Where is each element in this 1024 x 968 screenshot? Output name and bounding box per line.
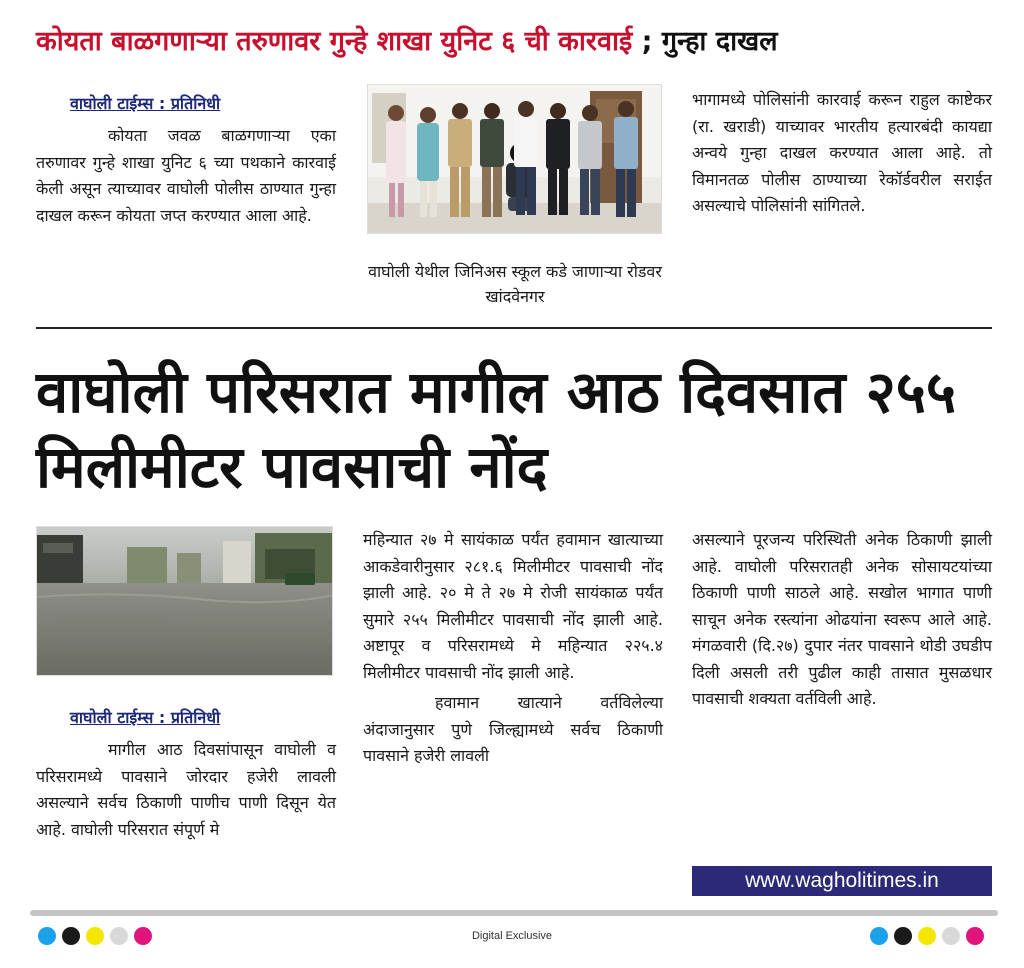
- story1-column-1: [36, 123, 336, 229]
- black-dot-icon: [62, 927, 80, 945]
- yellow-dot-icon: [86, 927, 104, 945]
- story2-column-3: [692, 527, 992, 713]
- registration-marks-right: [870, 927, 984, 947]
- story2-paragraph-4: असल्याने पूरजन्य परिस्थिती अनेक ठिकाणी झाली आहे. वाघोली परिसरातही अनेक सोसायटयांच्या ठिकाणी पाणी साठले आहे. सखोल भागात पाणी साचून अनेक रस्त्यांना ओढयांना स्वरूप आले आहे. मंगळवारी (दि.२७) दुपार नंतर पावसाने थोडी उघडीप दिली असली तरी पुढील काही तासात मुसळधार पावसाची शक्यता वर्तविली आहे.: [692, 530, 992, 708]
- story2-column-2: [363, 527, 663, 770]
- story1-column-2: वाघोली येथील जिनिअस स्कूल कडे जाणाऱ्या रोडवर खांदवेनगर: [368, 262, 662, 306]
- grey-dot-icon: [942, 927, 960, 945]
- story1-headline-main: कोयता बाळगणाऱ्या तरुणावर गुन्हे शाखा युनिट ६ ची कारवाई: [36, 26, 633, 57]
- flooded-road-illustration: [37, 527, 333, 676]
- section-divider: [36, 327, 992, 329]
- story1-byline: वाघोली टाईम्स : प्रतिनिधी: [70, 94, 221, 113]
- yellow-dot-icon: [918, 927, 936, 945]
- story1-paragraph-3: भागामध्ये पोलिसांनी कारवाई करून राहुल काष्टेकर (रा. खराडी) याच्यावर भारतीय हत्यारबंदी कायद्या अन्वये गुन्हा दाखल करण्यात आला आहे. तो विमानतळ पोलीस ठाण्याच्या रेकॉर्डवरील सराईत असल्याचे पोलिसांनी सांगितले.: [692, 90, 992, 215]
- story2-headline: वाघोली परिसरात मागील आठ दिवसात २५५ मिलीमीटर पावसाची नोंद: [36, 358, 957, 501]
- black-dot-icon: [894, 927, 912, 945]
- cyan-dot-icon: [38, 927, 56, 945]
- story2-paragraph-3: हवामान खात्याने वर्तविलेल्या अंदाजानुसार पुणे जिल्ह्यामध्ये सर्वच ठिकाणी पावसाने हजेरी लावली: [363, 693, 663, 765]
- arrest-photo-illustration: [368, 85, 662, 234]
- registration-marks-left: [38, 927, 152, 947]
- story2-byline: वाघोली टाईम्स : प्रतिनिधी: [70, 708, 221, 727]
- website-banner[interactable]: www.wagholitimes.in: [692, 866, 992, 896]
- story2-paragraph-2: महिन्यात २७ मे सायंकाळ पर्यंत हवामान खात्याच्या आकडेवारीनुसार २८१.६ मिलीमीटर पावसाची नोंद झाली आहे. २० मे ते २७ मे रोजी सायंकाळ पर्यंत सुमारे २५५ मिलीमीटर पावसाची नोंद झाली आहे. अष्टापूर व परिसरामध्ये मे महिन्यात २२५.४ मिलीमीटर पावसाची नोंद झाली आहे.: [363, 530, 663, 682]
- cyan-dot-icon: [870, 927, 888, 945]
- story1-paragraph-1: कोयता जवळ बाळगणाऱ्या एका तरुणावर गुन्हे शाखा युनिट ६ च्या पथकाने कारवाई केली असून त्याच्यावर वाघोली पोलीस ठाण्यात गुन्हा दाखल करून कोयता जप्त करण्यात आला आहे.: [36, 126, 336, 225]
- grey-dot-icon: [110, 927, 128, 945]
- story1-headline: [36, 22, 996, 62]
- footer-label: Digital Exclusive: [471, 930, 553, 942]
- footer-bar: [30, 910, 998, 916]
- story1-column-3: [692, 87, 992, 220]
- story2-paragraph-1: मागील आठ दिवसांपासून वाघोली व परिसरामध्ये पावसाने जोरदार हजेरी लावली असल्याने सर्वच ठिकाणी पाणीच पाणी दिसून येत आहे. वाघोली परिसरात संपूर्ण मे: [36, 740, 336, 839]
- story1-headline-suffix: ; गुन्हा दाखल: [632, 26, 778, 57]
- story2-column-1: [36, 737, 336, 843]
- arrest-photo: [367, 84, 662, 234]
- magenta-dot-icon: [966, 927, 984, 945]
- magenta-dot-icon: [134, 927, 152, 945]
- flooded-road-photo: [36, 526, 333, 676]
